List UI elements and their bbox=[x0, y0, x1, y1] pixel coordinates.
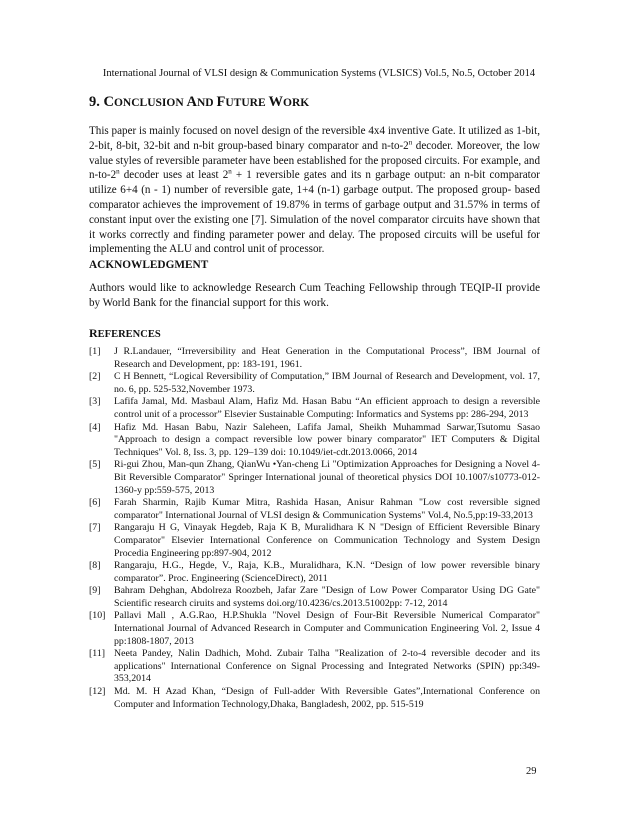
reference-text: Md. M. H Azad Khan, “Design of Full-adder With Reversible Gates”,International Conference on Computer and Information Technology,Dhaka, Bangladesh, 2002, pp. 515-519 bbox=[114, 686, 540, 710]
reference-number: [7] bbox=[89, 522, 101, 534]
reference-text: Rangaraju H G, Vinayak Hegdeb, Raja K B, Muralidhara K N "Design of Efficient Reversible Binary Comparator" Elsevier International Conference on Communication Technology and System Design Procedia Engineering pp:897-904, 2012 bbox=[114, 522, 540, 559]
reference-item bbox=[89, 585, 540, 610]
reference-item bbox=[89, 396, 540, 421]
title-part: UTURE bbox=[225, 97, 269, 109]
reference-number: [3] bbox=[89, 396, 101, 408]
title-part: W bbox=[268, 94, 283, 110]
reference-item bbox=[89, 371, 540, 396]
reference-number: [11] bbox=[89, 648, 106, 660]
reference-text: Hafiz Md. Hasan Babu, Nazir Saleheen, Lafifa Jamal, Sheikh Muhammad Sarwar,Tsutomu Sasao "Approach to design a compact reversible low power binary comparator" IET Computers & Digital Techniques" Vol. 8, Iss. 3, pp. 129–139 doi: 10.1049/iet-cdt.2013.0066, 2014 bbox=[114, 421, 540, 458]
reference-item bbox=[89, 497, 540, 522]
reference-number: [10] bbox=[89, 610, 106, 622]
references-heading-initial: R bbox=[89, 326, 98, 340]
references-heading-rest: EFERENCES bbox=[97, 329, 161, 340]
reference-list bbox=[89, 346, 540, 711]
reference-item bbox=[89, 560, 540, 585]
references-heading bbox=[89, 326, 161, 342]
reference-item bbox=[89, 459, 540, 497]
title-part: ND bbox=[197, 97, 217, 109]
reference-text: Neeta Pandey, Nalin Dadhich, Mohd. Zubair Talha "Realization of 2-to-4 reversible decoder and its applications" International Conference on Signal Processing and Integrated Networks (SPIN) pp:349-353,2014 bbox=[114, 648, 540, 685]
reference-text: Pallavi Mall , A.G.Rao, H.P.Shukla "Novel Design of Four-Bit Reversible Numerical Comparator" International Journal of Advanced Research in Computer and Communication Engineering Vol. 2, Issue 4 pp:1808-1807, 2013 bbox=[114, 610, 540, 647]
conclusion-text: decoder. Moreover, the low value styles of reversible parameter have been established for the proposed circuits. For example, and n-to-2 bbox=[89, 139, 540, 182]
superscript: n bbox=[228, 167, 232, 176]
reference-text: J R.Landauer, “Irreversibility and Heat Generation in the Computational Process”, IBM Journal of Research and Development, pp: 183-191, 1961. bbox=[114, 346, 540, 370]
reference-number: [12] bbox=[89, 686, 106, 698]
conclusion-text: + 1 reversible gates and its n garbage output: an n-bit comparator utilize 6+4 (n - 1) number of reversible gate, 1+4 (n-1) garbage output. The proposed group- based comparator achieves the improvement of 19.87% in terms of garbage output and 31.57% in terms of constant input over the existing one [7]. Simulation of the novel comparator circuits have shown that it works correctly and finding parameter power and delay. The proposed circuits will be useful for implementing the ALU and control unit of processor. bbox=[89, 169, 541, 256]
reference-item bbox=[89, 648, 540, 686]
reference-text: Farah Sharmin, Rajib Kumar Mitra, Rashida Hasan, Anisur Rahman "Low cost reversible signed comparator" International Journal of VLSI design & Communication Systems" Vol.4, No.5,pp:19-33,2013 bbox=[114, 497, 540, 521]
reference-item bbox=[89, 346, 540, 371]
section-number: 9. bbox=[89, 94, 100, 110]
page-number: 29 bbox=[526, 766, 537, 777]
reference-number: [9] bbox=[89, 585, 101, 597]
section-heading bbox=[89, 94, 309, 111]
reference-item bbox=[89, 522, 540, 560]
acknowledgment-paragraph: Authors would like to acknowledge Research Cum Teaching Fellowship through TEQIP-II provide by World Bank for the financial support for this work. bbox=[89, 282, 540, 309]
journal-header: International Journal of VLSI design & Communication Systems (VLSICS) Vol.5, No.5, October 2014 bbox=[102, 68, 536, 79]
reference-number: [2] bbox=[89, 371, 101, 383]
reference-number: [6] bbox=[89, 497, 101, 509]
reference-number: [1] bbox=[89, 346, 101, 357]
reference-number: [8] bbox=[89, 560, 101, 572]
conclusion-paragraph bbox=[89, 124, 540, 257]
reference-item bbox=[89, 686, 540, 711]
reference-item bbox=[89, 610, 540, 648]
title-part: A bbox=[186, 94, 197, 110]
conclusion-text: decoder uses at least 2 bbox=[119, 169, 229, 182]
reference-item bbox=[89, 422, 540, 460]
conclusion-text: This paper is mainly focused on novel design of the reversible 4x4 inventive Gate. It utilized as 1-bit, 2-bit, 8-bit, 32-bit and n-bit group-based binary comparator and n-to-2 bbox=[89, 125, 540, 152]
superscript: n bbox=[408, 138, 413, 147]
title-part: F bbox=[216, 94, 226, 110]
reference-text: Rangaraju, H.G., Hegde, V., Raja, K.B., Muralidhara, K.N. “Design of low power reversible binary comparator”. Proc. Engineering (ScienceDirect), 2011 bbox=[114, 560, 540, 584]
reference-number: [5] bbox=[89, 459, 101, 471]
acknowledgment-heading: ACKNOWLEDGMENT bbox=[89, 259, 209, 271]
reference-text: Bahram Dehghan, Abdolreza Roozbeh, Jafar Zare "Design of Low Power Comparator Using DG Gate" Scientific research ciruits and systems doi.org/10.4236/cs.2013.51002pp: 7-12, 2014 bbox=[114, 585, 540, 609]
reference-text: Ri-gui Zhou, Man-qun Zhang, QianWu •Yan-cheng Li "Optimization Approaches for Designing a Novel 4-Bit Reversible Comparator" Springer International jounal of theoretical physics DOI 10.1007/s10773-012-1360-y pp:559-575, 2013 bbox=[114, 459, 540, 496]
superscript: n bbox=[116, 167, 120, 176]
title-part: ORK bbox=[283, 97, 310, 109]
title-part: ONCLUSION bbox=[113, 97, 187, 109]
title-part: C bbox=[103, 94, 114, 110]
reference-text: Lafifa Jamal, Md. Masbaul Alam, Hafiz Md. Hasan Babu “An efficient approach to design a reversible control unit of a processor” Elsevier Sustainable Computing: Informatics and Systems pp: 286-294, 2013 bbox=[114, 396, 540, 420]
reference-text: C H Bennett, “Logical Reversibility of Computation,” IBM Journal of Research and Development, vol. 17, no. 6, pp. 525-532,November 1973. bbox=[114, 371, 540, 395]
reference-number: [4] bbox=[89, 421, 101, 433]
